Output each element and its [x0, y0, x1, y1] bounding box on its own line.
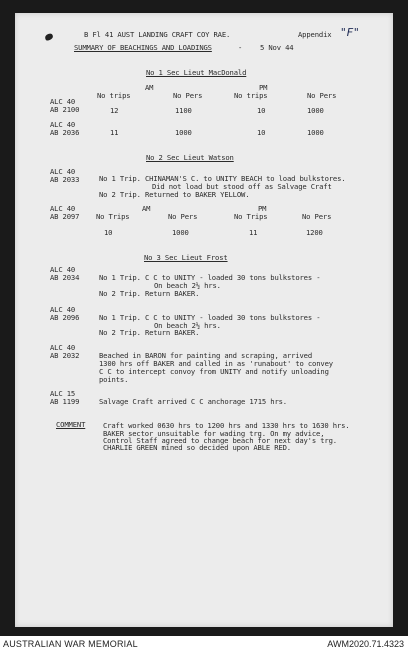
craft-id: ALC 40	[50, 120, 76, 129]
section-1-col-header: No trips	[97, 91, 131, 100]
section-1-title: No 1 Sec Lieut MacDonald	[146, 68, 247, 77]
footer-source: AUSTRALIAN WAR MEMORIAL	[3, 639, 138, 649]
entry-line: C C to intercept convoy from UNITY and notify unloading	[99, 367, 329, 376]
section-1-col-header: No Pers	[307, 91, 337, 100]
comment-label: COMMENT	[56, 420, 86, 429]
entry-line: 1300 hrs off BAKER and called in as 'runabout' to convey	[99, 359, 333, 368]
comment-line: CHARLIE GREEN mined so decided upon ABLE RED.	[103, 443, 291, 452]
craft-number: AB 2033	[50, 175, 80, 184]
comment-line: Control Staff agreed to change beach for next day's trg.	[103, 436, 337, 445]
craft-number: AB 1199	[50, 397, 80, 406]
appendix-letter: "F"	[340, 26, 360, 39]
table-cell: 1100	[175, 106, 192, 115]
section-3-title: No 3 Sec Lieut Frost	[144, 253, 228, 262]
entry-line: Salvage Craft arrived C C anchorage 1715 hrs.	[99, 397, 287, 406]
table-cell: 1200	[306, 228, 323, 237]
craft-number: AB 2097	[50, 212, 80, 221]
section-2-pm: PM	[258, 204, 267, 213]
craft-number: AB 2034	[50, 273, 80, 282]
entry-line: points.	[99, 375, 129, 384]
entry-line: No 2 Trip. Returned to BAKER YELLOW.	[99, 190, 250, 199]
entry-line: No 1 Trip. C C to UNITY - loaded 30 tons bulkstores -	[99, 313, 321, 322]
table-cell: 1000	[307, 106, 324, 115]
section-2-col-header: No Pers	[302, 212, 332, 221]
entry-line: On beach 2½ hrs.	[154, 321, 221, 330]
section-2-col-header: No Pers	[168, 212, 198, 221]
craft-id: ALC 40	[50, 343, 76, 352]
entry-line: Beached in BARON for painting and scraping, arrived	[99, 351, 313, 360]
section-2-title: No 2 Sec Lieut Watson	[146, 153, 234, 162]
entry-line: No 1 Trip. CHINAMAN'S C. to UNITY BEACH to load bulkstores.	[99, 174, 346, 183]
craft-number: AB 2100	[50, 105, 80, 114]
entry-line: No 2 Trip. Return BAKER.	[99, 328, 200, 337]
section-1-col-header: No Pers	[173, 91, 203, 100]
craft-id: ALC 15	[50, 389, 76, 398]
entry-line: Did not load but stood off as Salvage Craft	[152, 182, 332, 191]
table-cell: 10	[257, 128, 266, 137]
comment-line: BAKER sector unsuitable for wading trg. On my advice,	[103, 429, 325, 438]
table-cell: 1000	[307, 128, 324, 137]
craft-id: ALC 40	[50, 167, 76, 176]
table-cell: 11	[110, 128, 119, 137]
craft-number: AB 2096	[50, 313, 80, 322]
table-cell: 11	[249, 228, 258, 237]
footer-accession: AWM2020.71.4323	[327, 639, 404, 649]
section-2-col-header: No Trips	[234, 212, 268, 221]
craft-id: ALC 40	[50, 97, 76, 106]
craft-number: AB 2032	[50, 351, 80, 360]
craft-id: ALC 40	[50, 265, 76, 274]
section-2-col-header: No Trips	[96, 212, 130, 221]
summary-title: SUMMARY OF BEACHINGS AND LOADINGS	[74, 43, 212, 52]
section-1-am: AM	[145, 83, 154, 92]
table-cell: 10	[257, 106, 266, 115]
section-2-am: AM	[142, 204, 151, 213]
table-cell: 1000	[172, 228, 189, 237]
table-cell: 12	[110, 106, 119, 115]
section-1-col-header: No trips	[234, 91, 268, 100]
unit-heading: B Fl 41 AUST LANDING CRAFT COY RAE.	[84, 30, 231, 39]
table-cell: 1000	[175, 128, 192, 137]
title-dash: -	[238, 43, 243, 52]
footer-bar	[0, 636, 408, 653]
entry-line: No 2 Trip. Return BAKER.	[99, 289, 200, 298]
section-1-pm: PM	[259, 83, 268, 92]
appendix-label: Appendix	[298, 30, 332, 39]
document-date: 5 Nov 44	[260, 43, 294, 52]
entry-line: No 1 Trip. C C to UNITY - loaded 30 tons bulkstores -	[99, 273, 321, 282]
comment-line: Craft worked 0630 hrs to 1200 hrs and 1330 hrs to 1630 hrs.	[103, 421, 350, 430]
craft-id: ALC 40	[50, 204, 76, 213]
craft-number: AB 2036	[50, 128, 80, 137]
craft-id: ALC 40	[50, 305, 76, 314]
entry-line: On beach 2½ hrs.	[154, 281, 221, 290]
table-cell: 10	[104, 228, 113, 237]
